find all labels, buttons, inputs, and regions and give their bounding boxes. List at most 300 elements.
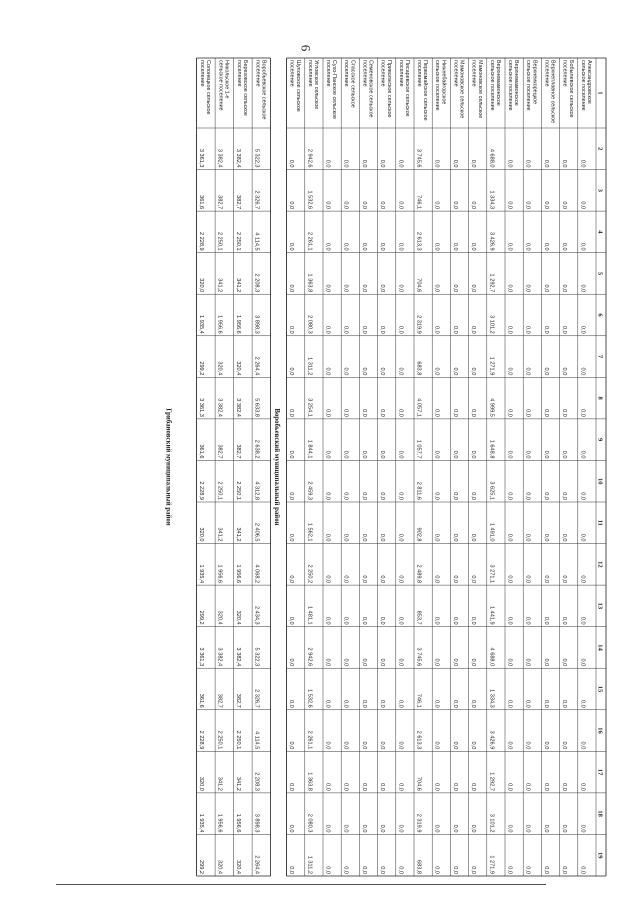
row-value: 0,0 (379, 658, 386, 667)
row-value: 0,0 (288, 367, 295, 376)
row-value: 0,0 (433, 201, 440, 210)
column-header-8: 8 (596, 396, 604, 400)
row-value: 0,0 (397, 450, 404, 459)
row-value: 2 261,1 (306, 231, 313, 251)
section-title: Воробьевский муниципальный район (273, 408, 281, 526)
row-value: 4 114,5 (253, 232, 260, 251)
row-value: 0,0 (579, 201, 586, 210)
row-value: 0,0 (470, 866, 477, 874)
row-value: 0,0 (360, 824, 367, 833)
table-row (235, 60, 248, 874)
row-value: 1 935,4 (198, 813, 205, 833)
row-value: 0,0 (542, 325, 549, 334)
row-value: 3 426,9 (488, 730, 495, 750)
row-value: 0,0 (579, 575, 586, 584)
row-name: Мамоновское сельское (458, 60, 465, 119)
row-value: 2 459,3 (306, 481, 313, 500)
row-value: 1 311,2 (306, 357, 313, 376)
row-value: 0,0 (470, 325, 477, 334)
row-value: 683,8 (415, 860, 422, 874)
row-value: 1 956,6 (216, 564, 223, 584)
row-value: 320,0 (198, 527, 205, 542)
row-value: 0,0 (506, 783, 513, 791)
row-name: поселение (361, 60, 368, 87)
row-name: поселение (452, 60, 459, 87)
row-value: 1 271,9 (488, 855, 495, 874)
row-name: Первомайское сельское (422, 60, 429, 121)
row-value: 0,0 (397, 242, 404, 251)
row-value: 0,0 (379, 159, 386, 168)
row-value: 320,4 (235, 610, 242, 625)
row-value: 704,6 (415, 278, 422, 293)
row-value: 0,0 (379, 325, 386, 334)
row-value: 0,0 (579, 699, 586, 708)
row-value: 0,0 (579, 616, 586, 625)
row-value: 361,6 (198, 195, 205, 210)
row-value: 0,0 (470, 159, 477, 168)
row-value: 320,4 (216, 860, 223, 874)
row-value: 0,0 (379, 284, 386, 293)
row-value: 0,0 (324, 658, 331, 667)
row-value: 0,0 (524, 450, 531, 459)
row-value: 1 481,1 (306, 605, 313, 625)
column-header-4: 4 (596, 230, 604, 234)
row-value: 0,0 (579, 658, 586, 667)
row-value: 2 208,3 (253, 772, 260, 791)
row-value: 0,0 (288, 201, 295, 210)
row-name: Воробьевское сельское (260, 60, 267, 120)
section-title: Грибановский муниципальный район (164, 408, 172, 526)
row-value: 3 361,3 (198, 398, 205, 417)
row-value: 0,0 (451, 325, 458, 334)
row-value: 0,0 (379, 533, 386, 542)
row-value: 0,0 (342, 367, 349, 376)
row-value: 0,0 (561, 325, 568, 334)
row-value: 0,0 (524, 201, 531, 210)
bottom-rule (56, 884, 546, 885)
row-value: 0,0 (342, 533, 349, 542)
row-value: 341,2 (216, 527, 223, 542)
row-value: 0,0 (360, 201, 367, 210)
row-value: 341,2 (216, 278, 223, 293)
row-value: 1 562,1 (306, 522, 313, 542)
row-value: 0,0 (470, 616, 477, 625)
row-value: 0,0 (561, 450, 568, 459)
row-value: 746,1 (415, 195, 422, 210)
row-value: 0,0 (470, 367, 477, 376)
row-name: поселение (235, 60, 242, 87)
row-value: 341,2 (235, 527, 242, 542)
column-header-13: 13 (596, 602, 604, 610)
row-value: 0,0 (342, 409, 349, 417)
row-value: 0,0 (561, 824, 568, 833)
row-value: 0,0 (379, 492, 386, 500)
row-value: 320,0 (198, 278, 205, 293)
row-value: 361,6 (198, 693, 205, 708)
row-value: 0,0 (524, 575, 531, 584)
row-value: 2 406,5 (253, 522, 260, 542)
row-value: 0,0 (542, 783, 549, 791)
row-value: 0,0 (506, 201, 513, 210)
row-value: 0,0 (397, 159, 404, 168)
row-value: 3 101,2 (488, 315, 495, 334)
table-row (254, 60, 267, 874)
row-value: 0,0 (360, 325, 367, 334)
row-value: 0,0 (397, 325, 404, 334)
row-value: 0,0 (342, 325, 349, 334)
row-value: 0,0 (506, 824, 513, 833)
row-value: 0,0 (288, 159, 295, 168)
row-value: 3 625,1 (488, 481, 495, 500)
table-row (507, 60, 520, 874)
row-value: 0,0 (288, 533, 295, 542)
row-value: 320,0 (198, 776, 205, 791)
row-value: 0,0 (288, 741, 295, 750)
row-value: 1 532,6 (306, 190, 313, 210)
row-value: 0,0 (342, 866, 349, 874)
row-value: 0,0 (542, 201, 549, 210)
row-value: 0,0 (542, 658, 549, 667)
row-name: поселение (343, 60, 350, 87)
row-value: 2 489,8 (415, 564, 422, 584)
row-name: поселение (379, 60, 386, 87)
column-header-1: 1 (596, 91, 604, 95)
row-value: 0,0 (561, 575, 568, 584)
row-value: 0,0 (342, 741, 349, 750)
row-value: 0,0 (506, 492, 513, 500)
row-value: 0,0 (579, 741, 586, 750)
row-value: 0,0 (433, 409, 440, 417)
table-row (561, 60, 574, 874)
row-value: 0,0 (470, 533, 477, 542)
column-header-18: 18 (596, 810, 604, 817)
row-name: Писаревское сельское (404, 60, 410, 117)
row-value: 0,0 (542, 284, 549, 293)
row-value: 5 322,3 (253, 148, 260, 168)
row-value: 0,0 (397, 409, 404, 417)
row-value: 0,0 (360, 367, 367, 376)
row-value: 4 688,0 (488, 148, 495, 168)
row-value: 2 319,9 (415, 813, 422, 833)
row-value: 0,0 (342, 824, 349, 833)
row-value: 0,0 (579, 866, 586, 874)
row-value: 0,0 (360, 699, 367, 708)
row-value: 0,0 (379, 824, 386, 833)
row-value: 0,0 (288, 409, 295, 417)
row-value: 0,0 (542, 450, 549, 459)
rotated-table (165, 58, 606, 876)
row-value: 3 382,4 (235, 647, 242, 667)
row-name: Сухо-Панское сельское (331, 60, 338, 120)
row-value: 0,0 (542, 533, 549, 542)
row-value: 299,2 (198, 860, 205, 874)
row-value: 0,0 (379, 450, 386, 459)
row-value: 320,4 (235, 361, 242, 376)
row-value: 0,0 (324, 242, 331, 251)
row-value: 3 361,3 (198, 647, 205, 667)
row-value: 0,0 (342, 284, 349, 293)
row-value: 0,0 (451, 658, 458, 667)
row-value: 2 250,1 (235, 231, 242, 251)
row-value: 382,7 (216, 444, 223, 459)
row-name: Никольское 1-е (223, 60, 230, 99)
row-value: 0,0 (397, 658, 404, 667)
row-value: 0,0 (542, 367, 549, 376)
row-value: 0,0 (360, 658, 367, 667)
row-name: сельское поселение (525, 60, 532, 111)
row-value: 0,0 (288, 866, 295, 874)
row-value: 0,0 (524, 159, 531, 168)
row-value: 1 935,4 (198, 564, 205, 584)
row-value: 0,0 (542, 242, 549, 251)
row-value: 1 844,1 (306, 439, 313, 459)
row-name: Бобылевское сельское (567, 60, 574, 118)
row-name: Верхнеплавное сельское (549, 60, 556, 124)
row-value: 2 264,4 (253, 855, 260, 874)
row-value: 0,0 (397, 575, 404, 584)
row-value: 2 228,9 (198, 730, 205, 750)
row-value: 0,0 (524, 325, 531, 334)
row-value: 382,7 (235, 444, 242, 459)
row-value: 0,0 (451, 367, 458, 376)
row-value: 4 068,2 (253, 564, 260, 584)
row-value: 0,0 (324, 616, 331, 625)
row-value: 2 613,3 (415, 730, 422, 750)
row-value: 4 312,8 (253, 481, 260, 500)
row-value: 0,0 (379, 741, 386, 750)
table-row (198, 60, 211, 874)
row-value: 1 956,6 (235, 315, 242, 334)
row-value: 0,0 (579, 783, 586, 791)
column-header-7: 7 (596, 354, 604, 359)
row-value: 0,0 (542, 824, 549, 833)
row-value: 0,0 (561, 533, 568, 542)
row-value: 1 057,7 (415, 439, 422, 459)
row-value: 0,0 (342, 450, 349, 459)
table-row (217, 60, 230, 874)
row-value: 4 688,0 (488, 647, 495, 667)
row-value: 0,0 (470, 699, 477, 708)
row-value: 0,0 (506, 242, 513, 251)
row-name: Шуловское сельское (294, 60, 301, 112)
column-header-6: 6 (596, 313, 604, 317)
row-value: 2 638,2 (253, 439, 260, 459)
row-value: 0,0 (506, 866, 513, 874)
row-value: 0,0 (561, 409, 568, 417)
row-name: сельское поселение (579, 60, 586, 111)
row-value: 0,0 (579, 533, 586, 542)
row-name: Приволжское сельское (385, 60, 392, 118)
row-value: 0,0 (561, 367, 568, 376)
row-value: 0,0 (433, 159, 440, 168)
row-value: 0,0 (288, 575, 295, 584)
row-value: 0,0 (579, 242, 586, 251)
row-name: поселение (397, 60, 404, 87)
row-value: 0,0 (524, 783, 531, 791)
table-row (452, 60, 465, 874)
row-value: 853,7 (415, 610, 422, 625)
row-value: 0,0 (288, 242, 295, 251)
row-value: 0,0 (470, 284, 477, 293)
row-value: 3 254,1 (306, 398, 313, 417)
row-value: 2 080,3 (306, 813, 313, 833)
row-value: 0,0 (379, 201, 386, 210)
row-value: 341,2 (235, 776, 242, 791)
row-value: 0,0 (397, 616, 404, 625)
column-header-19: 19 (596, 851, 604, 859)
row-value: 0,0 (324, 367, 331, 376)
row-value: 0,0 (561, 284, 568, 293)
row-value: 0,0 (433, 450, 440, 459)
row-value: 341,2 (216, 776, 223, 791)
row-value: 0,0 (433, 824, 440, 833)
row-value: 0,0 (288, 658, 295, 667)
row-value: 0,0 (379, 866, 386, 874)
row-value: 1 956,6 (235, 564, 242, 584)
table-row (416, 60, 430, 874)
row-value: 0,0 (524, 658, 531, 667)
row-value: 3 426,9 (488, 231, 495, 251)
row-value: 0,0 (342, 783, 349, 791)
row-value: 0,0 (470, 242, 477, 251)
row-value: 0,0 (288, 325, 295, 334)
row-name: сельское поселение (434, 60, 441, 111)
row-value: 0,0 (379, 575, 386, 584)
row-value: 0,0 (579, 284, 586, 293)
row-value: 0,0 (342, 242, 349, 251)
row-value: 0,0 (561, 616, 568, 625)
row-value: 0,0 (579, 409, 586, 417)
row-value: 1 334,3 (488, 190, 495, 210)
row-value: 0,0 (397, 783, 404, 791)
row-value: 299,2 (198, 610, 205, 625)
row-value: 2 228,9 (198, 481, 205, 500)
table-row (361, 60, 374, 874)
row-value: 1 441,9 (488, 605, 495, 625)
row-value: 1 648,8 (488, 439, 495, 459)
row-value: 5 322,3 (253, 647, 260, 667)
row-value: 0,0 (342, 616, 349, 625)
row-name: Семеновское сельское (367, 60, 374, 118)
row-value: 0,0 (451, 575, 458, 584)
row-value: 0,0 (561, 159, 568, 168)
row-value: 1 271,9 (488, 356, 495, 376)
row-name: сельское поселение (507, 60, 513, 111)
row-value: 0,0 (470, 741, 477, 750)
row-value: 320,4 (216, 361, 223, 376)
row-value: 0,0 (506, 367, 513, 376)
row-value: 0,0 (288, 824, 295, 833)
row-value: 0,0 (397, 824, 404, 833)
row-name: поселение (325, 60, 331, 87)
row-value: 0,0 (561, 658, 568, 667)
row-value: 2 228,9 (198, 231, 205, 251)
row-value: 0,0 (524, 284, 531, 293)
row-value: 2 264,4 (253, 356, 260, 376)
row-value: 0,0 (506, 325, 513, 334)
row-value: 0,0 (506, 159, 513, 168)
row-value: 341,2 (235, 278, 242, 293)
row-value: 0,0 (561, 201, 568, 210)
row-value: 1 532,6 (306, 689, 313, 708)
row-value: 0,0 (433, 492, 440, 500)
row-value: 0,0 (470, 658, 477, 667)
row-value: 0,0 (397, 699, 404, 708)
column-header-16: 16 (596, 727, 604, 734)
row-value: 0,0 (542, 616, 549, 625)
row-value: 0,0 (470, 450, 477, 459)
row-value: 0,0 (470, 409, 477, 417)
row-value: 3 382,4 (216, 398, 223, 417)
table-row (434, 60, 448, 874)
row-name: поселение (416, 60, 422, 87)
row-value: 2 250,1 (235, 481, 242, 500)
row-value: 361,6 (198, 444, 205, 459)
row-name: поселение (198, 60, 205, 87)
row-value: 0,0 (579, 492, 586, 500)
row-value: 2 250,1 (216, 481, 223, 500)
row-value: 0,0 (360, 284, 367, 293)
page-number: 6 (298, 44, 314, 52)
row-value: 0,0 (360, 533, 367, 542)
row-value: 0,0 (324, 783, 331, 791)
row-name: Березовское сельское (241, 60, 248, 116)
column-header-11: 11 (596, 519, 604, 526)
row-value: 3 382,4 (216, 647, 223, 667)
row-value: 0,0 (324, 575, 331, 584)
row-value: 2 250,1 (235, 730, 242, 750)
row-value: 0,0 (579, 159, 586, 168)
row-value: 0,0 (451, 783, 458, 791)
row-name: поселение (543, 60, 550, 87)
row-name: Спасское сельское (349, 60, 356, 108)
row-value: 320,4 (216, 610, 223, 625)
column-header-2: 2 (596, 147, 604, 151)
row-value: 3 361,3 (198, 148, 205, 168)
row-value: 0,0 (360, 450, 367, 459)
row-value: 0,0 (506, 409, 513, 417)
row-value: 0,0 (379, 367, 386, 376)
row-value: 0,0 (579, 450, 586, 459)
row-value: 0,0 (324, 284, 331, 293)
row-value: 746,1 (415, 693, 422, 708)
row-value: 0,0 (561, 242, 568, 251)
row-value: 0,0 (470, 492, 477, 500)
row-value: 320,4 (235, 860, 242, 874)
row-value: 0,0 (506, 284, 513, 293)
row-value: 3 382,4 (235, 148, 242, 168)
row-value: 0,0 (451, 201, 458, 210)
row-value: 0,0 (506, 658, 513, 667)
column-header-10: 10 (596, 477, 604, 485)
table-row (397, 60, 410, 874)
row-value: 299,2 (198, 361, 205, 376)
row-value: 0,0 (579, 824, 586, 833)
row-value: 0,0 (506, 699, 513, 708)
row-value: 0,0 (342, 492, 349, 500)
row-value: 0,0 (451, 409, 458, 417)
row-value: 4 999,5 (488, 398, 495, 417)
row-value: 2 208,3 (253, 273, 260, 293)
row-value: 2 080,3 (306, 315, 313, 334)
row-name: Александровское (586, 60, 592, 104)
row-value: 0,0 (324, 866, 331, 874)
row-value: 1 363,8 (306, 273, 313, 293)
row-value: 2 319,9 (415, 315, 422, 334)
row-value: 0,0 (451, 741, 458, 750)
row-value: 0,0 (360, 159, 367, 168)
row-value: 0,0 (433, 783, 440, 791)
